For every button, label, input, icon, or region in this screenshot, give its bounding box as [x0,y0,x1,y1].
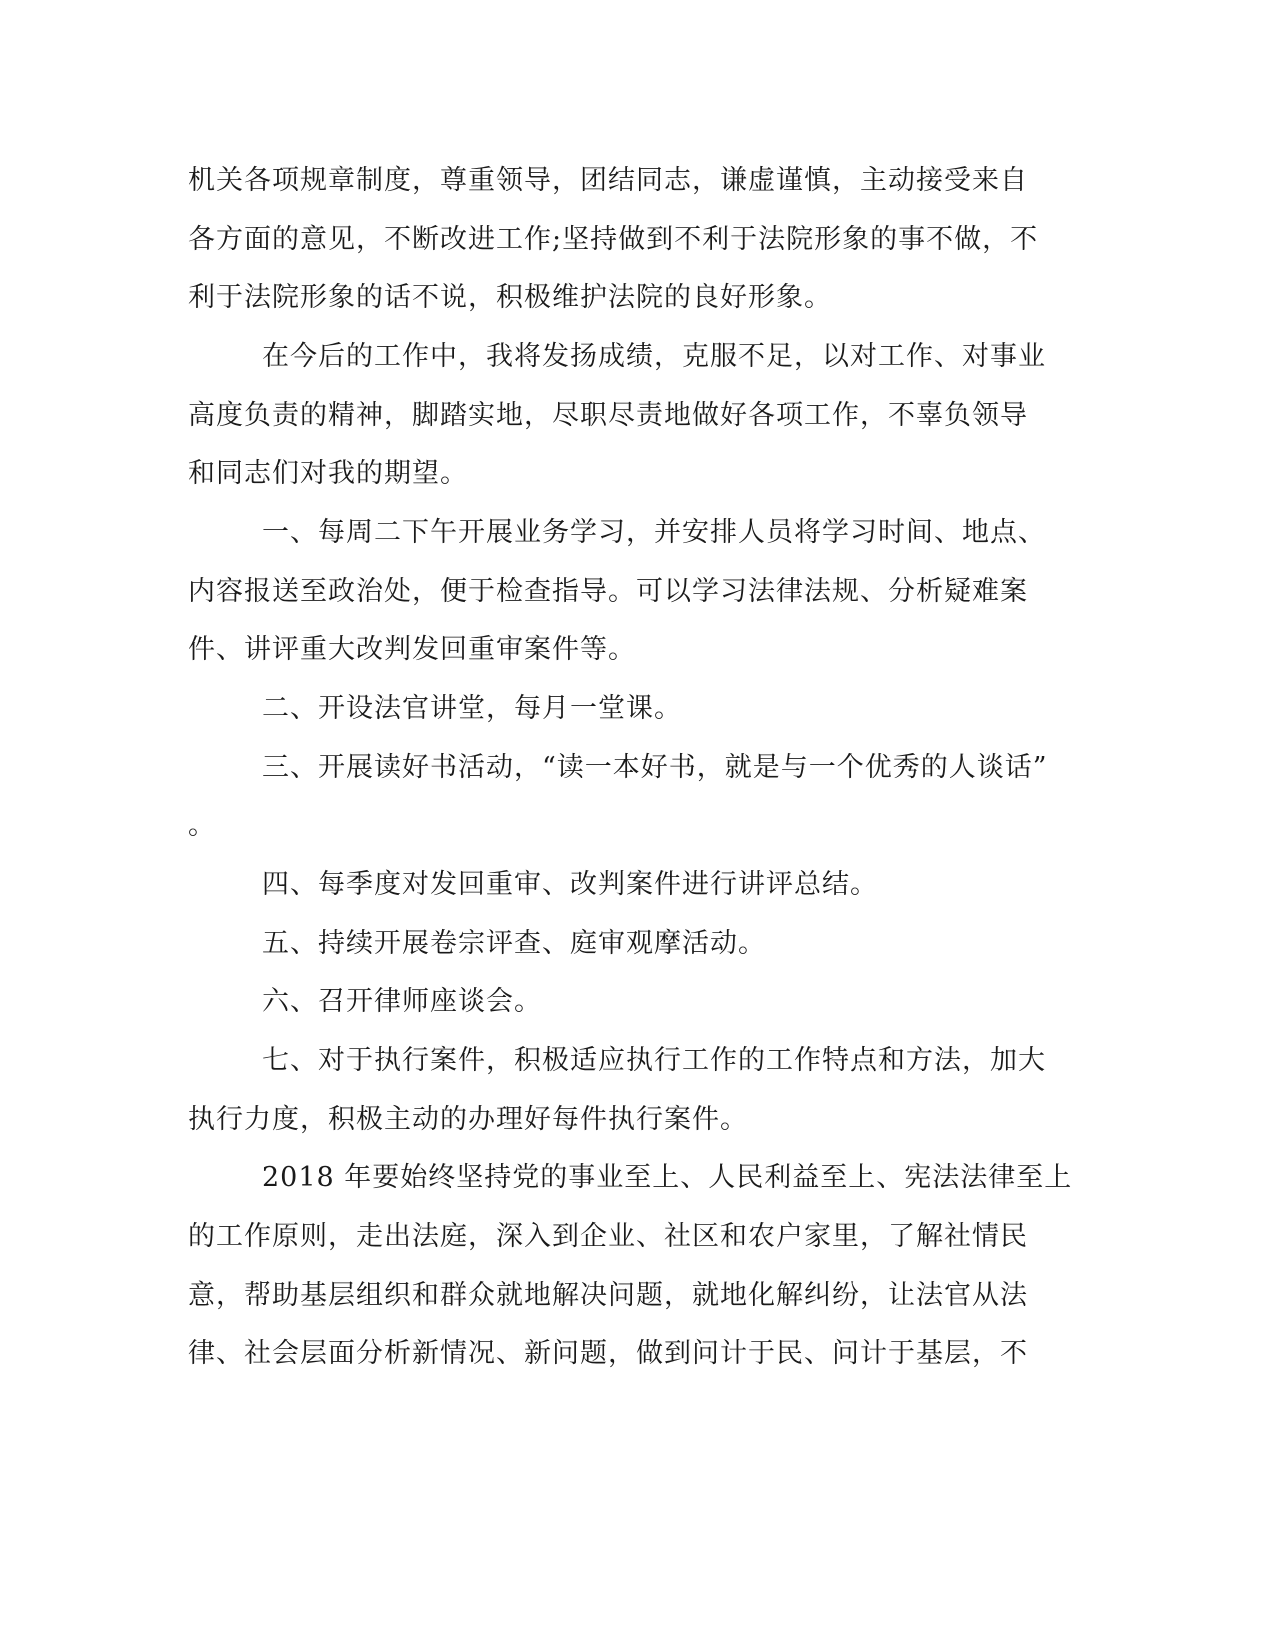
text-line: 意，帮助基层组织和群众就地解决问题，就地化解纠纷，让法官从法 [188,1280,1028,1311]
text-line: 和同志们对我的期望。 [188,458,468,489]
text-line: 高度负责的精神，脚踏实地，尽职尽责地做好各项工作，不辜负领导 [188,400,1028,431]
text-line: 各方面的意见，不断改进工作;坚持做到不利于法院形象的事不做，不 [188,224,1039,255]
list-item-5: 五、持续开展卷宗评查、庭审观摩活动。 [262,928,766,959]
text-line: 利于法院形象的话不说，积极维护法院的良好形象。 [188,282,832,313]
text-line: 。 [188,810,216,841]
text-line: 内容报送至政治处，便于检查指导。可以学习法律法规、分析疑难案 [188,576,1028,607]
list-item-2: 二、开设法官讲堂，每月一堂课。 [262,693,682,724]
text-line: 件、讲评重大改判发回重审案件等。 [188,634,636,665]
text-line: 律、社会层面分析新情况、新问题，做到问计于民、问计于基层，不 [188,1338,1028,1369]
list-item-6: 六、召开律师座谈会。 [262,986,542,1017]
paragraph-first-line: 在今后的工作中，我将发扬成绩，克服不足，以对工作、对事业 [262,341,1046,372]
paragraph-first-line: 2018 年要始终坚持党的事业至上、人民利益至上、宪法法律至上 [262,1162,1073,1193]
list-item-3: 三、开展读好书活动，“读一本好书，就是与一个优秀的人谈话” [262,752,1048,783]
list-item-4: 四、每季度对发回重审、改判案件进行讲评总结。 [262,869,878,900]
list-item-1: 一、每周二下午开展业务学习，并安排人员将学习时间、地点、 [262,517,1046,548]
text-line: 执行力度，积极主动的办理好每件执行案件。 [188,1104,748,1135]
text-line: 机关各项规章制度，尊重领导，团结同志，谦虚谨慎，主动接受来自 [188,165,1028,196]
text-line: 的工作原则，走出法庭，深入到企业、社区和农户家里，了解社情民 [188,1221,1028,1252]
list-item-7: 七、对于执行案件，积极适应执行工作的工作特点和方法，加大 [262,1045,1046,1076]
